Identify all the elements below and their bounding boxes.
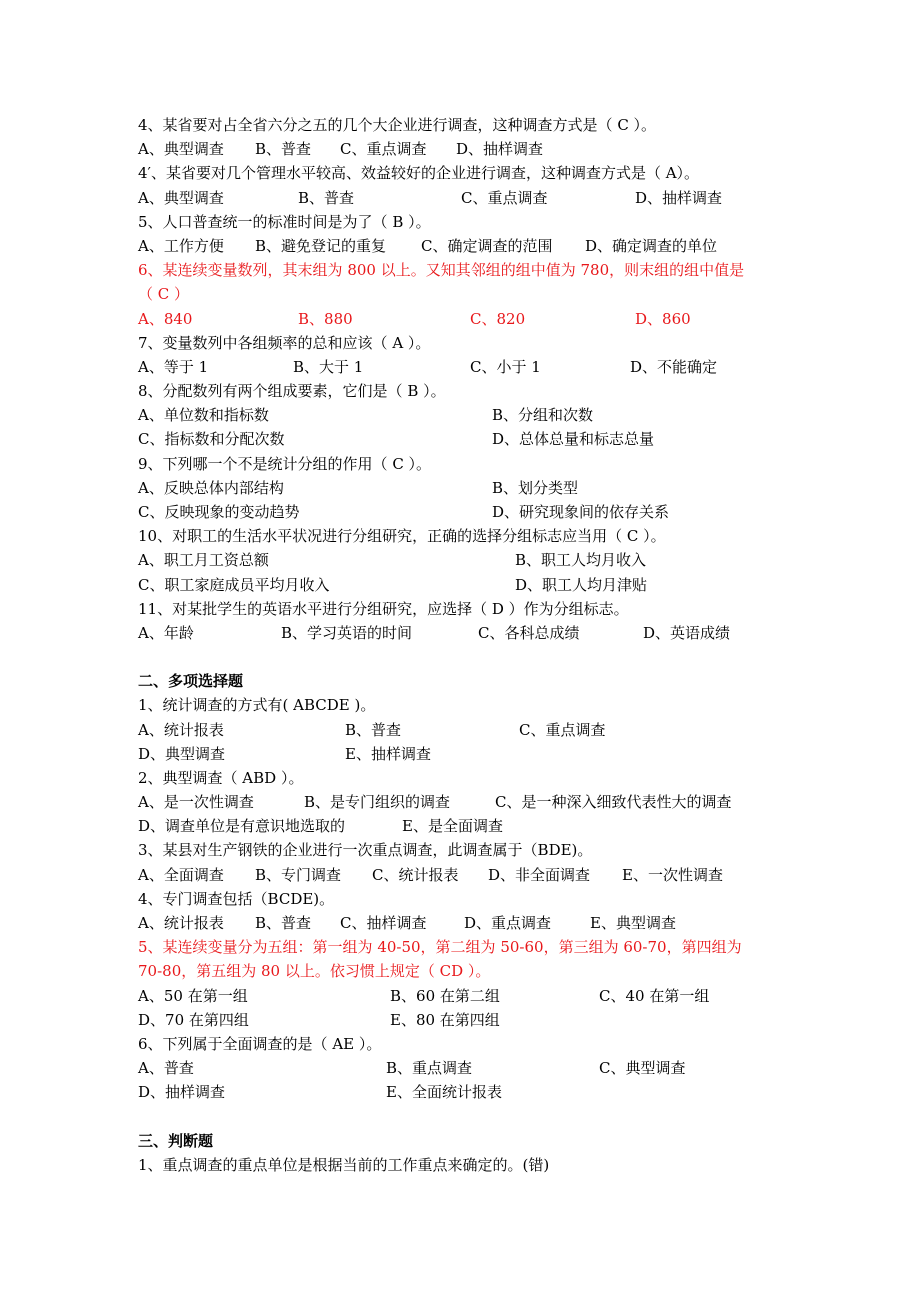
option-a: A、职工月工资总额 — [138, 551, 269, 570]
question-6-options — [138, 307, 788, 331]
option-d: D、860 — [635, 309, 691, 328]
option-c: C、反映现象的变动趋势 — [138, 503, 300, 521]
option-e: E、典型调查 — [590, 914, 676, 932]
s3-question-1: 1、重点调查的重点单位是根据当前的工作重点来确定的。(错) — [138, 1155, 550, 1174]
section-3-heading: 三、判断题 — [138, 1131, 214, 1150]
question-10-options-ab — [138, 548, 788, 572]
option-c: C、重点调查 — [461, 188, 548, 207]
question-9-options-ab — [138, 476, 788, 500]
option-b: B、880 — [298, 309, 353, 328]
question-4-options — [138, 137, 788, 161]
option-b: B、学习英语的时间 — [281, 623, 413, 642]
option-b: B、专门调查 — [255, 865, 342, 884]
question-5-options — [138, 234, 788, 258]
s2-question-3: 3、某县对生产钢铁的企业进行一次重点调查，此调查属于（BDE)。 — [138, 841, 593, 860]
option-c: C、是一种深入细致代表性大的调查 — [495, 793, 732, 812]
option-d: D、抽样调查 — [138, 1083, 226, 1102]
question-4-prime-options — [138, 186, 788, 210]
option-e: E、全面统计报表 — [386, 1083, 502, 1102]
option-d: D、典型调查 — [138, 744, 226, 763]
option-d: D、英语成绩 — [643, 623, 731, 642]
s2-question-5-options-de — [138, 1008, 788, 1032]
option-a: A、工作方便 — [138, 236, 224, 255]
question-10-options-cd — [138, 573, 788, 597]
option-c: C、确定调查的范围 — [421, 236, 553, 255]
s2-question-4-options — [138, 911, 788, 935]
option-b: B、普查 — [255, 140, 312, 159]
option-e: E、80 在第四组 — [390, 1010, 500, 1029]
option-a: A、普查 — [138, 1059, 194, 1078]
option-c: C、统计报表 — [372, 865, 459, 884]
option-d: D、研究现象间的依存关系 — [492, 503, 670, 521]
option-b: B、避免登记的重复 — [255, 236, 387, 255]
option-a: A、典型调查 — [138, 140, 224, 159]
document-page — [138, 113, 788, 1177]
option-d: D、总体总量和标志总量 — [492, 430, 655, 449]
option-a: A、是一次性调查 — [138, 793, 254, 812]
option-a: A、全面调查 — [138, 865, 224, 884]
s2-question-5-options-abc — [138, 984, 788, 1008]
option-d: D、调查单位是有意识地选取的 — [138, 817, 346, 836]
s2-question-4: 4、专门调查包括（BCDE)。 — [138, 889, 335, 908]
s2-question-6-options-abc — [138, 1056, 788, 1080]
s2-question-6: 6、下列属于全面调查的是（ AE ）。 — [138, 1034, 382, 1053]
option-c: C、典型调查 — [599, 1059, 686, 1078]
option-c: C、820 — [470, 309, 526, 328]
s2-question-2-options-abc — [138, 790, 788, 814]
option-c: C、小于 1 — [470, 357, 541, 376]
s2-question-5: 5、某连续变量分为五组：第一组为 40-50，第二组为 50-60，第三组为 60-70，第四组为 — [138, 938, 742, 957]
option-b: B、大于 1 — [293, 357, 364, 376]
option-b: B、普查 — [298, 188, 355, 207]
option-b: B、是专门组织的调查 — [304, 793, 451, 812]
option-d: D、确定调查的单位 — [585, 236, 718, 255]
option-b: B、分组和次数 — [492, 406, 594, 425]
option-c: C、指标数和分配次数 — [138, 430, 285, 449]
question-4: 4、某省要对占全省六分之五的几个大企业进行调查，这种调查方式是（ C ）。 — [138, 116, 657, 134]
option-a: A、50 在第一组 — [138, 986, 248, 1005]
question-7: 7、变量数列中各组频率的总和应该（ A ）。 — [138, 333, 431, 352]
option-d: D、不能确定 — [630, 357, 718, 376]
option-a: A、统计报表 — [138, 720, 224, 739]
s2-question-2: 2、典型调查（ ABD ）。 — [138, 768, 304, 787]
section-2-heading: 二、多项选择题 — [138, 672, 244, 691]
option-a: A、年龄 — [138, 623, 194, 642]
option-a: A、等于 1 — [138, 357, 209, 376]
question-8-options-ab — [138, 403, 788, 427]
question-6: 6、某连续变量数列，其末组为 800 以上。又知其邻组的组中值为 780，则末组的组中值是 — [138, 261, 745, 280]
option-d: D、职工人均月津贴 — [515, 575, 648, 594]
spacer — [138, 645, 788, 669]
option-b: B、普查 — [345, 720, 402, 739]
s2-question-5-cont: 70-80，第五组为 80 以上。依习惯上规定（ CD ）。 — [138, 962, 491, 981]
spacer — [138, 1105, 788, 1129]
s2-question-6-options-de — [138, 1080, 788, 1104]
question-10: 10、对职工的生活水平状况进行分组研究，正确的选择分组标志应当用（ C ）。 — [138, 527, 666, 546]
option-b: B、普查 — [255, 914, 312, 932]
option-d: D、70 在第四组 — [138, 1010, 249, 1029]
option-b: B、划分类型 — [492, 478, 579, 497]
option-c: C、抽样调查 — [340, 914, 427, 932]
option-b: B、职工人均月收入 — [515, 551, 647, 570]
option-c: C、重点调查 — [519, 720, 606, 739]
option-e: E、一次性调查 — [622, 865, 723, 884]
question-8: 8、分配数列有两个组成要素，它们是（ B ）。 — [138, 382, 446, 401]
option-d: D、重点调查 — [464, 914, 552, 932]
option-b: B、60 在第二组 — [390, 986, 500, 1005]
option-c: C、各科总成绩 — [478, 623, 580, 642]
s2-question-1: 1、统计调查的方式有( ABCDE )。 — [138, 696, 376, 715]
question-5: 5、人口普查统一的标准时间是为了（ B ）。 — [138, 212, 431, 231]
question-11-options — [138, 621, 788, 645]
question-4-prime: 4′、某省要对几个管理水平较高、效益较好的企业进行调查，这种调查方式是（ A）。 — [138, 164, 700, 183]
question-11: 11、对某批学生的英语水平进行分组研究，应选择（ D ）作为分组标志。 — [138, 599, 629, 618]
option-a: A、统计报表 — [138, 914, 224, 932]
option-e: E、是全面调查 — [402, 817, 503, 836]
option-c: C、职工家庭成员平均月收入 — [138, 575, 330, 594]
question-6-cont: （ C ） — [138, 285, 190, 304]
s2-question-1-options-abc — [138, 718, 788, 742]
option-d: D、抽样调查 — [456, 140, 544, 159]
s2-question-1-options-de — [138, 742, 788, 766]
question-8-options-cd — [138, 427, 788, 451]
option-a: A、840 — [138, 309, 193, 328]
option-d: D、抽样调查 — [635, 188, 723, 207]
option-a: A、反映总体内部结构 — [138, 478, 284, 497]
option-b: B、重点调查 — [386, 1059, 473, 1078]
option-c: C、40 在第一组 — [599, 986, 710, 1005]
option-e: E、抽样调查 — [345, 744, 431, 763]
option-d: D、非全面调查 — [488, 865, 591, 884]
option-c: C、重点调查 — [340, 140, 427, 159]
question-7-options — [138, 355, 788, 379]
s2-question-2-options-de — [138, 814, 788, 838]
question-9-options-cd — [138, 500, 788, 524]
question-9: 9、下列哪一个不是统计分组的作用（ C ）。 — [138, 454, 432, 473]
s2-question-3-options — [138, 863, 788, 887]
option-a: A、典型调查 — [138, 188, 224, 207]
option-a: A、单位数和指标数 — [138, 406, 269, 425]
